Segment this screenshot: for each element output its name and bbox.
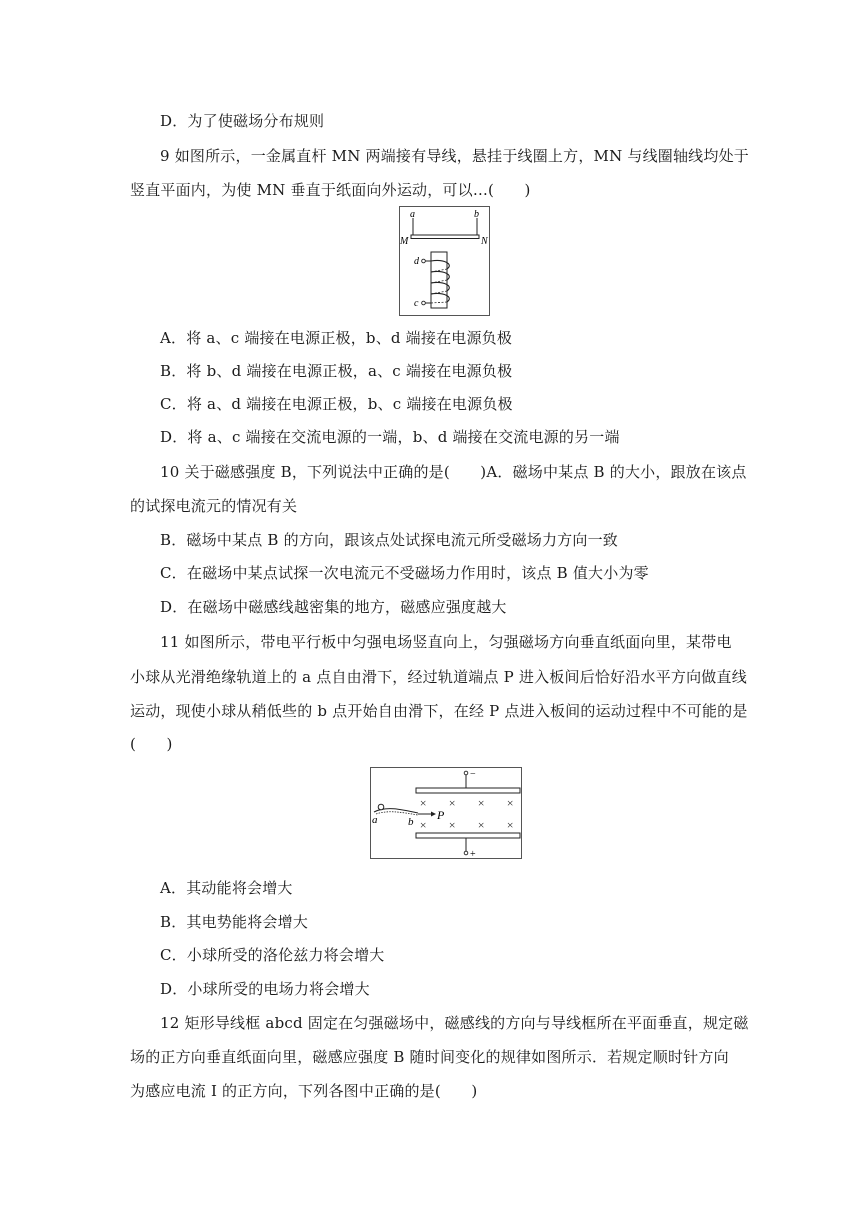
option-b-q9: B．将 b、d 端接在电源正极，a、c 端接在电源负极: [160, 362, 513, 380]
question-9-stem: 9 如图所示，一金属直杆 MN 两端接有导线，悬挂于线圈上方，MN 与线圈轴线均处于: [160, 147, 749, 165]
question-12-stem-cont1: 场的正方向垂直纸面向里，磁感应强度 B 随时间变化的规律如图所示．若规定顺时针方向: [130, 1048, 729, 1066]
parallel-plates-figure: [370, 767, 522, 859]
question-11-stem: 11 如图所示，带电平行板中匀强电场竖直向上，匀强磁场方向垂直纸面向里，某带电: [160, 633, 732, 651]
option-d-q8: D．为了使磁场分布规则: [160, 112, 325, 130]
b-field-cross: ×: [448, 818, 457, 832]
rod-coil-figure: [399, 206, 490, 316]
question-11-stem-cont1: 小球从光滑绝缘轨道上的 a 点自由滑下，经过轨道端点 P 进入板间后恰好沿水平方向做直线: [130, 668, 747, 686]
option-c-q9: C．将 a、d 端接在电源正极，b、c 端接在电源负极: [160, 395, 513, 413]
terminal-b-label: b: [474, 209, 479, 220]
b-field-cross: ×: [506, 818, 515, 832]
question-11-stem-cont3: ( ): [130, 735, 173, 753]
point-a-label: a: [372, 814, 378, 826]
question-12-stem-cont2: 为感应电流 I 的正方向，下列各图中正确的是( ): [130, 1082, 478, 1100]
minus-terminal-label: −: [470, 769, 476, 780]
option-b-q11: B．其电势能将会增大: [160, 913, 309, 931]
b-field-cross: ×: [477, 818, 486, 832]
terminal-c-label: c: [414, 298, 419, 309]
terminal-d-label: d: [414, 256, 419, 267]
question-11-stem-cont2: 运动，现使小球从稍低些的 b 点开始自由滑下，在经 P 点进入板间的运动过程中不可能的是: [130, 702, 748, 720]
option-a-q11: A．其动能将会增大: [160, 879, 293, 897]
question-12-stem: 12 矩形导线框 abcd 固定在匀强磁场中，磁感线的方向与导线框所在平面垂直，规定磁: [160, 1014, 749, 1032]
b-field-cross: ×: [506, 796, 515, 810]
option-d-q10: D．在磁场中磁感线越密集的地方，磁感应强度越大: [160, 598, 507, 616]
b-field-cross: ×: [477, 796, 486, 810]
option-c-q10: C．在磁场中某点试探一次电流元不受磁场力作用时，该点 B 值大小为零: [160, 564, 649, 582]
point-b-label: b: [408, 816, 414, 828]
rod-end-m-label: M: [400, 236, 409, 247]
option-d-q11: D．小球所受的电场力将会增大: [160, 980, 370, 998]
question-9-stem-cont: 竖直平面内，为使 MN 垂直于纸面向外运动，可以…( ): [130, 181, 531, 199]
b-field-cross: ×: [419, 796, 428, 810]
question-10-stem-cont: 的试探电流元的情况有关: [130, 497, 298, 515]
b-field-cross: ×: [448, 796, 457, 810]
option-b-q10: B．磁场中某点 B 的方向，跟该点处试探电流元所受磁场力方向一致: [160, 531, 618, 549]
b-field-cross: ×: [419, 818, 428, 832]
plus-terminal-label: +: [470, 849, 476, 859]
rod-end-n-label: N: [481, 236, 488, 247]
question-10-stem: 10 关于磁感强度 B，下列说法中正确的是( )A．磁场中某点 B 的大小，跟放在该点: [160, 463, 747, 481]
option-c-q11: C．小球所受的洛伦兹力将会增大: [160, 946, 385, 964]
point-p-label: P: [437, 808, 445, 822]
terminal-a-label: a: [410, 209, 415, 220]
option-a-q9: A．将 a、c 端接在电源正极，b、d 端接在电源负极: [160, 329, 513, 347]
option-d-q9: D．将 a、c 端接在交流电源的一端，b、d 端接在交流电源的另一端: [160, 428, 620, 446]
